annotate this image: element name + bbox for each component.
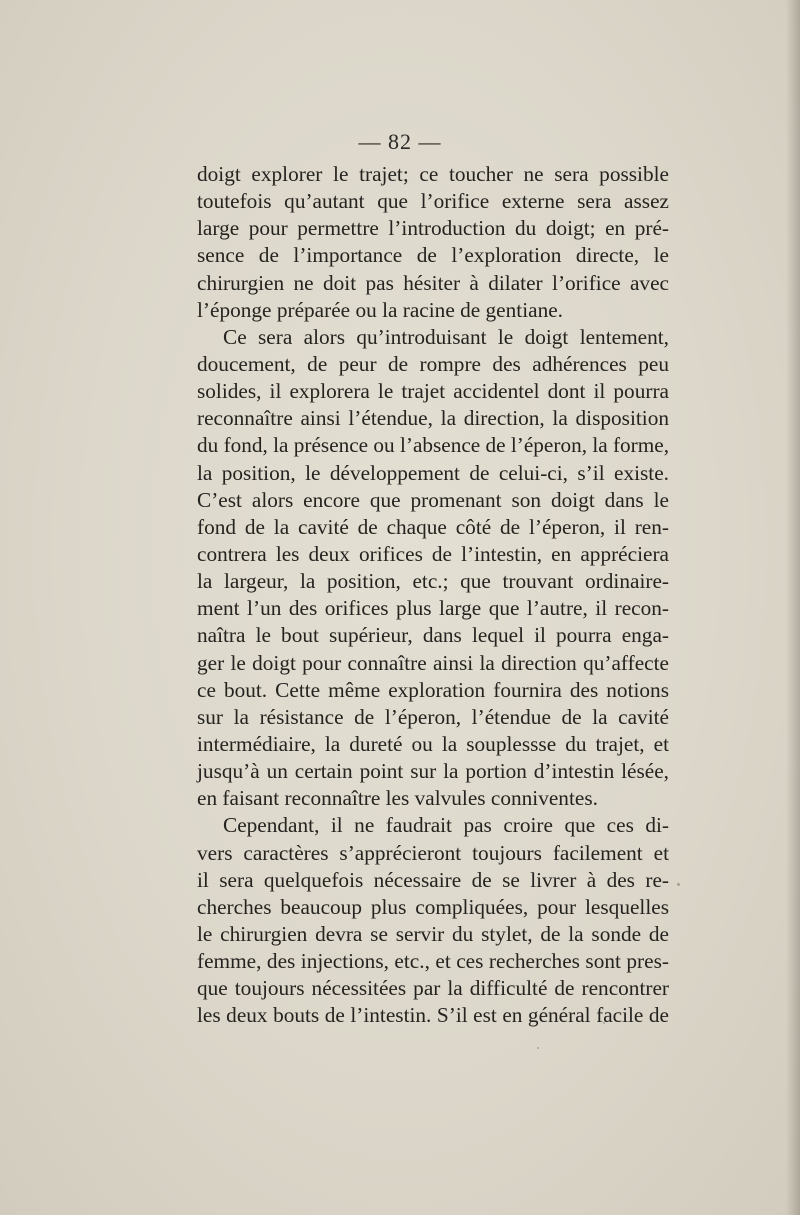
paragraph-1 xyxy=(197,161,669,324)
text-line: doigt explorer le trajet; ce toucher ne sera possible xyxy=(197,162,669,186)
paragraph-2 xyxy=(197,324,669,813)
body-text xyxy=(197,161,669,1030)
text-line: que toujours nécessitées par la difficulté de rencontrer xyxy=(197,976,669,1001)
text-line: Ce sera alors qu’introduisant le doigt lentement, xyxy=(223,324,669,349)
text-line: sur la résistance de l’éperon, l’étendue de la cavité xyxy=(197,704,669,729)
text-line: l’éponge préparée ou la racine de gentiane. xyxy=(197,297,563,322)
text-line: femme, des injections, etc., et ces recherches sont pres- xyxy=(197,949,669,974)
text-line: solides, il explorera le trajet accidentel dont il pourra xyxy=(197,379,669,404)
text-line: C’est alors encore que promenant son doigt dans le xyxy=(197,487,669,512)
text-line: doucement, de peur de rompre des adhérences peu xyxy=(197,351,669,376)
text-line: en faisant reconnaître les valvules conniventes. xyxy=(197,786,598,811)
text-line: la position, le développement de celui-ci, s’il existe. xyxy=(197,460,669,485)
text-line: ce bout. Cette même exploration fournira des notions xyxy=(197,677,669,702)
text-line: chirurgien ne doit pas hésiter à dilater l’orifice avec xyxy=(197,270,669,295)
text-line: sence de l’importance de l’exploration directe, le xyxy=(197,243,669,268)
text-line: jusqu’à un certain point sur la portion d’intestin lésée, xyxy=(197,759,669,784)
paper-speck xyxy=(677,883,680,886)
text-line: du fond, la présence ou l’absence de l’éperon, la forme, xyxy=(197,433,670,458)
text-line: la largeur, la position, etc.; que trouvant ordinaire- xyxy=(197,569,669,594)
text-line: les deux bouts de l’intestin. S’il est en général facile de xyxy=(197,1003,669,1028)
paragraph-3 xyxy=(197,812,669,1029)
text-line: cherches beaucoup plus compliquées, pour lesquelles xyxy=(197,894,669,919)
page-number: — 82 — xyxy=(358,129,442,154)
text-line: vers caractères s’apprécieront toujours facilement et xyxy=(197,840,669,865)
text-line: fond de la cavité de chaque côté de l’éperon, il ren- xyxy=(197,514,669,539)
text-line: intermédiaire, la dureté ou la souplessse du trajet, et xyxy=(197,731,669,756)
page-edge-shadow xyxy=(786,0,800,1215)
paper-speck xyxy=(537,1047,539,1049)
text-line: ger le doigt pour connaître ainsi la direction qu’affecte xyxy=(197,650,669,675)
text-line: large pour permettre l’introduction du doigt; en pré- xyxy=(197,216,669,241)
text-line: Cependant, il ne faudrait pas croire que ces di- xyxy=(223,813,669,838)
text-line: toutefois qu’autant que l’orifice externe sera assez xyxy=(197,189,669,214)
text-line: il sera quelquefois nécessaire de se livrer à des re- xyxy=(197,867,669,892)
text-line: ment l’un des orifices plus large que l’autre, il recon- xyxy=(197,596,669,621)
text-line: reconnaître ainsi l’étendue, la direction, la disposition xyxy=(197,406,669,431)
text-line: naîtra le bout supérieur, dans lequel il pourra enga- xyxy=(197,623,669,648)
text-line: le chirurgien devra se servir du stylet, de la sonde de xyxy=(197,921,669,946)
text-line: contrera les deux orifices de l’intestin, en appréciera xyxy=(197,541,669,566)
